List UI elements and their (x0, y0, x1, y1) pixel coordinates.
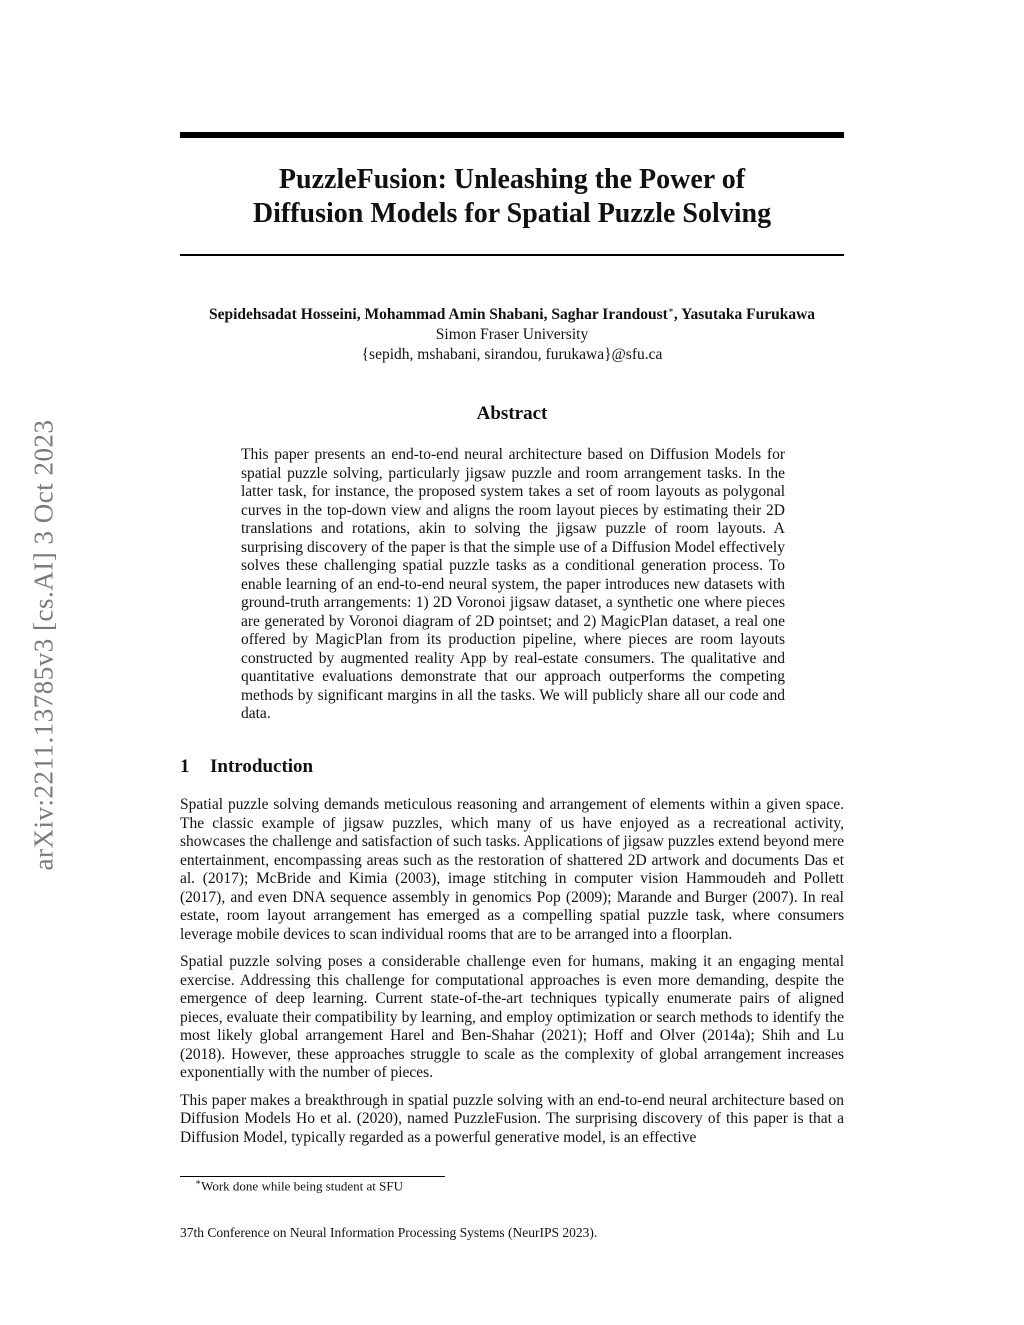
paragraph: Spatial puzzle solving demands meticulous reasoning and arrangement of elements within a given space. The classic example of jigsaw puzzles, which many of us have enjoyed as a recreational activity, showcases the challenge and satisfaction of such tasks. Applications of jigsaw puzzles extend beyond mere entertainment, encompassing areas such as the restoration of shattered 2D artwork and documents Das et al. (2017); McBride and Kimia (2003), image stitching in computer vision Hammoudeh and Pollett (2017), and even DNA sequence assembly in genomics Pop (2009); Marande and Burger (2007). In real estate, room layout arrangement has emerged as a compelling spatial puzzle task, where consumers leverage mobile devices to scan individual rooms that are to be arranged into a floorplan. (180, 796, 844, 943)
author-names (180, 300, 844, 325)
author-block (180, 300, 844, 365)
title-top-rule (180, 132, 844, 138)
footnote-mark: ∗ (195, 1177, 202, 1187)
section-title: Introduction (210, 756, 314, 777)
affiliation: Simon Fraser University (435, 326, 589, 344)
arxiv-sidebar-stamp: arXiv:2211.13785v3 [cs.AI] 3 Oct 2023 (28, 419, 59, 871)
author-emails: {sepidh, mshabani, sirandou, furukawa}@sfu.ca (361, 346, 663, 364)
paper-title (180, 163, 844, 231)
paragraph: Spatial puzzle solving poses a considerable challenge even for humans, making it an engaging mental exercise. Addressing this challenge for computational approaches is even more demanding, despite the emergence of deep learning. Current state-of-the-art techniques typically enumerate pairs of aligned pieces, evaluate their compatibility by learning, and employ optimization or search methods to identify the most likely global arrangement Harel and Ben-Shahar (2021); Hoff and Olver (2014a); Shih and Lu (2018). However, these approaches struggle to scale as the complexity of global arrangement increases exponentially with the number of pieces. (180, 953, 844, 1081)
title-bottom-rule (180, 254, 844, 256)
author-footnote-mark: ∗ (667, 305, 674, 315)
authors-last: , Yasutaka Furukawa (673, 306, 816, 324)
abstract-heading: Abstract (476, 403, 548, 424)
section-number: 1 (180, 756, 190, 777)
venue-note: 37th Conference on Neural Information Processing Systems (NeurIPS 2023). (180, 1225, 598, 1240)
introduction-body (180, 796, 844, 1156)
title-line-1: PuzzleFusion: Unleashing the Power of (278, 164, 746, 195)
footnote-text: Work done while being student at SFU (201, 1178, 403, 1194)
section-heading-introduction (180, 756, 313, 778)
authors-first: Sepidehsadat Hosseini, Mohammad Amin Shabani, Saghar Irandoust (208, 306, 668, 324)
footnote (195, 1177, 403, 1194)
title-line-2: Diffusion Models for Spatial Puzzle Solving (252, 198, 772, 229)
paragraph: This paper makes a breakthrough in spatial puzzle solving with an end-to-end neural architecture based on Diffusion Models Ho et al. (2020), named PuzzleFusion. The surprising discovery of this paper is that a Diffusion Model, typically regarded as a powerful generative model, is an effective (180, 1091, 844, 1146)
abstract-text: This paper presents an end-to-end neural architecture based on Diffusion Models for spatial puzzle solving, particularly jigsaw puzzle and room arrangement tasks. In the latter task, for instance, the proposed system takes a set of room layouts as polygonal curves in the top-down view and aligns the room layout pieces by estimating their 2D translations and rotations, akin to solving the jigsaw puzzle of room layouts. A surprising discovery of the paper is that the simple use of a Diffusion Model effectively solves these challenging spatial puzzle tasks as a conditional generation process. To enable learning of an end-to-end neural system, the paper introduces new datasets with ground-truth arrangements: 1) 2D Voronoi jigsaw dataset, a synthetic one where pieces are generated by Voronoi diagram of 2D pointset; and 2) MagicPlan dataset, a real one offered by MagicPlan from its production pipeline, where pieces are room layouts constructed by augmented reality App by real-estate consumers. The qualitative and quantitative evaluations demonstrate that our approach outperforms the competing methods by significant margins in all the tasks. We will publicly share all our code and data. (241, 446, 785, 722)
